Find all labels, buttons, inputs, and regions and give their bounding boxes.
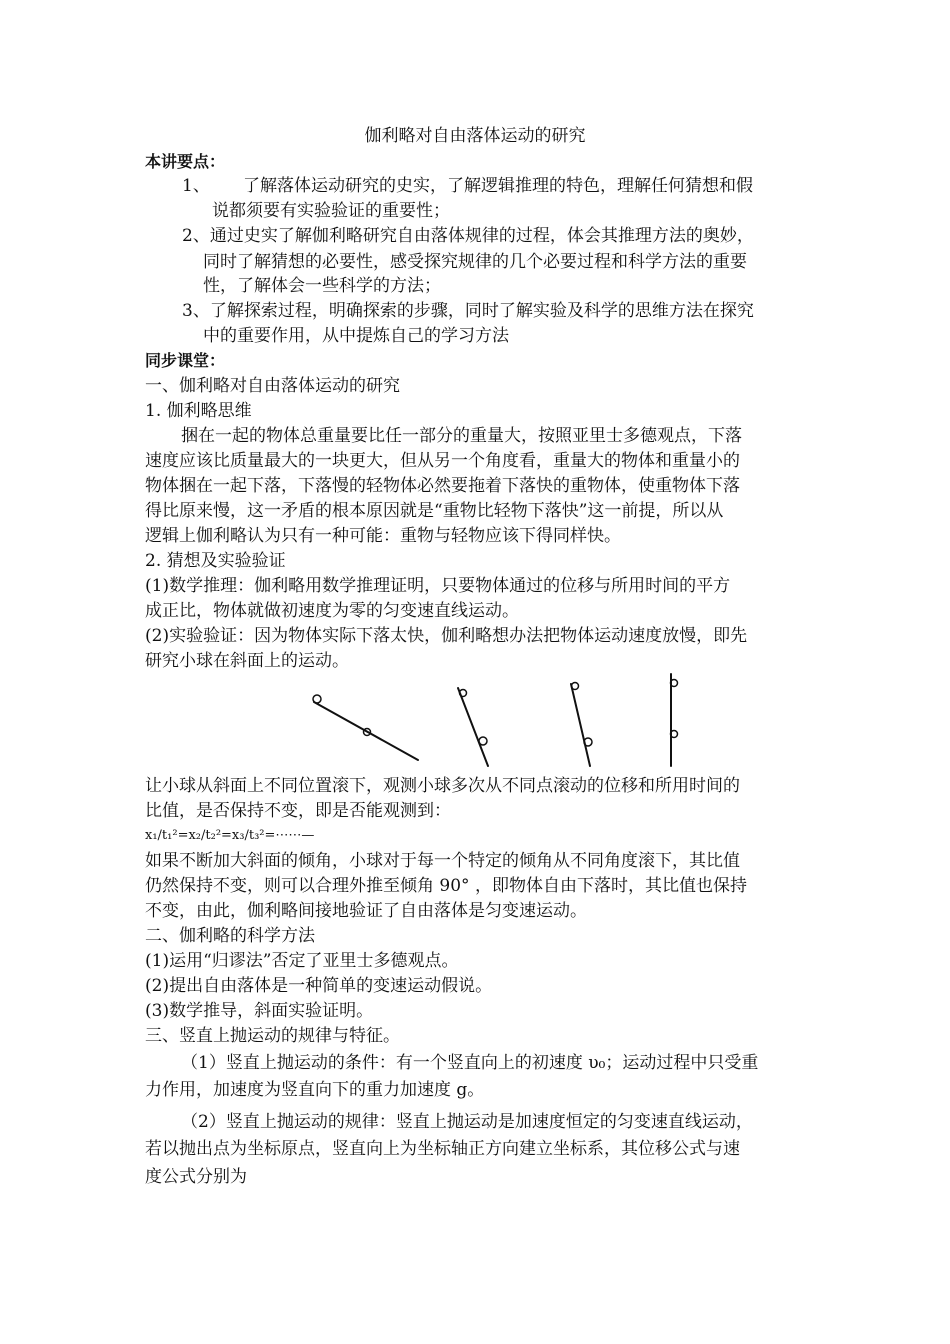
subsection-1-1: 1. 伽利略思维 (145, 401, 252, 421)
key-point-2-line-3: 性，了解体会一些科学的方法； (203, 276, 441, 296)
result-line-2: 比值，是否保持不变，即是否能观测到： (145, 801, 451, 821)
law-line-1: （2）竖直上抛运动的规律：竖直上抛运动是加速度恒定的匀变速直线运动， (181, 1112, 753, 1132)
result-line-3: 如果不断加大斜面的倾角，小球对于每一个特定的倾角从不同角度滚下，其比值 (145, 851, 740, 871)
law-line-2: 若以抛出点为坐标原点，竖直向上为坐标轴正方向建立坐标系，其位移公式与速 (145, 1139, 740, 1159)
key-point-1-line-1: 了解落体运动研究的史实，了解逻辑推理的特色，理解任何猜想和假 (243, 176, 753, 196)
paragraph-1-line-3: 物体捆在一起下落，下落慢的轻物体必然要拖着下落快的重物体，使重物体下落 (145, 476, 740, 496)
sync-heading: 同步课堂： (145, 351, 226, 370)
result-line-1: 让小球从斜面上不同位置滚下，观测小球多次从不同点滚动的位移和所用时间的 (145, 776, 740, 796)
method-1: (1)运用“归谬法”否定了亚里士多德观点。 (145, 951, 459, 971)
ball-icon (313, 695, 321, 703)
math-reasoning-line-2: 成正比，物体就做初速度为零的匀变速直线运动。 (145, 601, 519, 621)
key-point-3-line-1: 3、了解探索过程，明确探索的步骤，同时了解实验及科学的思维方法在探究 (182, 301, 754, 321)
paragraph-1-line-2: 速度应该比质量最大的一块更大，但从另一个角度看，重量大的物体和重量小的 (145, 451, 740, 471)
result-line-4: 仍然保持不变，则可以合理外推至倾角 90° ，即物体自由下落时，其比值也保持 (145, 876, 747, 896)
experiment-line-1: (2)实验验证：因为物体实际下落太快，伽利略想办法把物体运动速度放慢，即先 (145, 626, 748, 646)
section-1-heading: 一、伽利略对自由落体运动的研究 (145, 376, 400, 396)
incline-experiment-figure (300, 668, 700, 778)
key-point-1-number: 1、 (182, 176, 210, 196)
method-2: (2)提出自由落体是一种简单的变速运动假说。 (145, 976, 493, 996)
paragraph-1-line-4: 得比原来慢，这一矛盾的根本原因就是“重物比轻物下落快”这一前提，所以从 (145, 501, 724, 521)
condition-line-1: （1）竖直上抛运动的条件：有一个竖直向上的初速度 υ₀；运动过程中只受重 (181, 1053, 759, 1073)
subsection-1-2: 2. 猜想及实验验证 (145, 551, 286, 571)
key-point-2-line-1: 2、通过史实了解伽利略研究自由落体规律的过程，体会其推理方法的奥妙， (182, 226, 754, 246)
page-title: 伽利略对自由落体运动的研究 (364, 126, 586, 146)
experiment-line-2: 研究小球在斜面上的运动。 (145, 651, 349, 671)
incline-steep (458, 688, 488, 766)
incline-steeper (571, 684, 590, 766)
paragraph-1-line-5: 逻辑上伽利略认为只有一种可能：重物与轻物应该下得同样快。 (145, 526, 621, 546)
ball-icon (479, 737, 487, 745)
section-2-heading: 二、伽利略的科学方法 (145, 926, 315, 946)
key-points-heading: 本讲要点： (145, 152, 226, 171)
section-3-heading: 三、竖直上抛运动的规律与特征。 (145, 1026, 400, 1046)
condition-line-2: 力作用，加速度为竖直向下的重力加速度 g。 (145, 1080, 485, 1100)
ball-icon (572, 683, 579, 690)
result-line-5: 不变，由此，伽利略间接地验证了自由落体是匀变速运动。 (145, 901, 587, 921)
method-3: (3)数学推导，斜面实验证明。 (145, 1001, 374, 1021)
law-line-3: 度公式分别为 (145, 1167, 247, 1187)
ratio-formula: x₁/t₁²=x₂/t₂²=x₃/t₃²=⋯⋯— (145, 828, 315, 843)
key-point-1-line-2: 说都须要有实验验证的重要性； (212, 201, 450, 221)
math-reasoning-line-1: (1)数学推理：伽利略用数学推理证明，只要物体通过的位移与所用时间的平方 (145, 576, 731, 596)
key-point-3-line-2: 中的重要作用，从中提炼自己的学习方法 (203, 326, 509, 346)
paragraph-1-line-1: 捆在一起的物体总重量要比任一部分的重量大，按照亚里士多德观点，下落 (181, 426, 742, 446)
key-point-2-line-2: 同时了解猜想的必要性，感受探究规律的几个必要过程和科学方法的重要 (203, 252, 747, 272)
incline-shallow (314, 702, 418, 760)
